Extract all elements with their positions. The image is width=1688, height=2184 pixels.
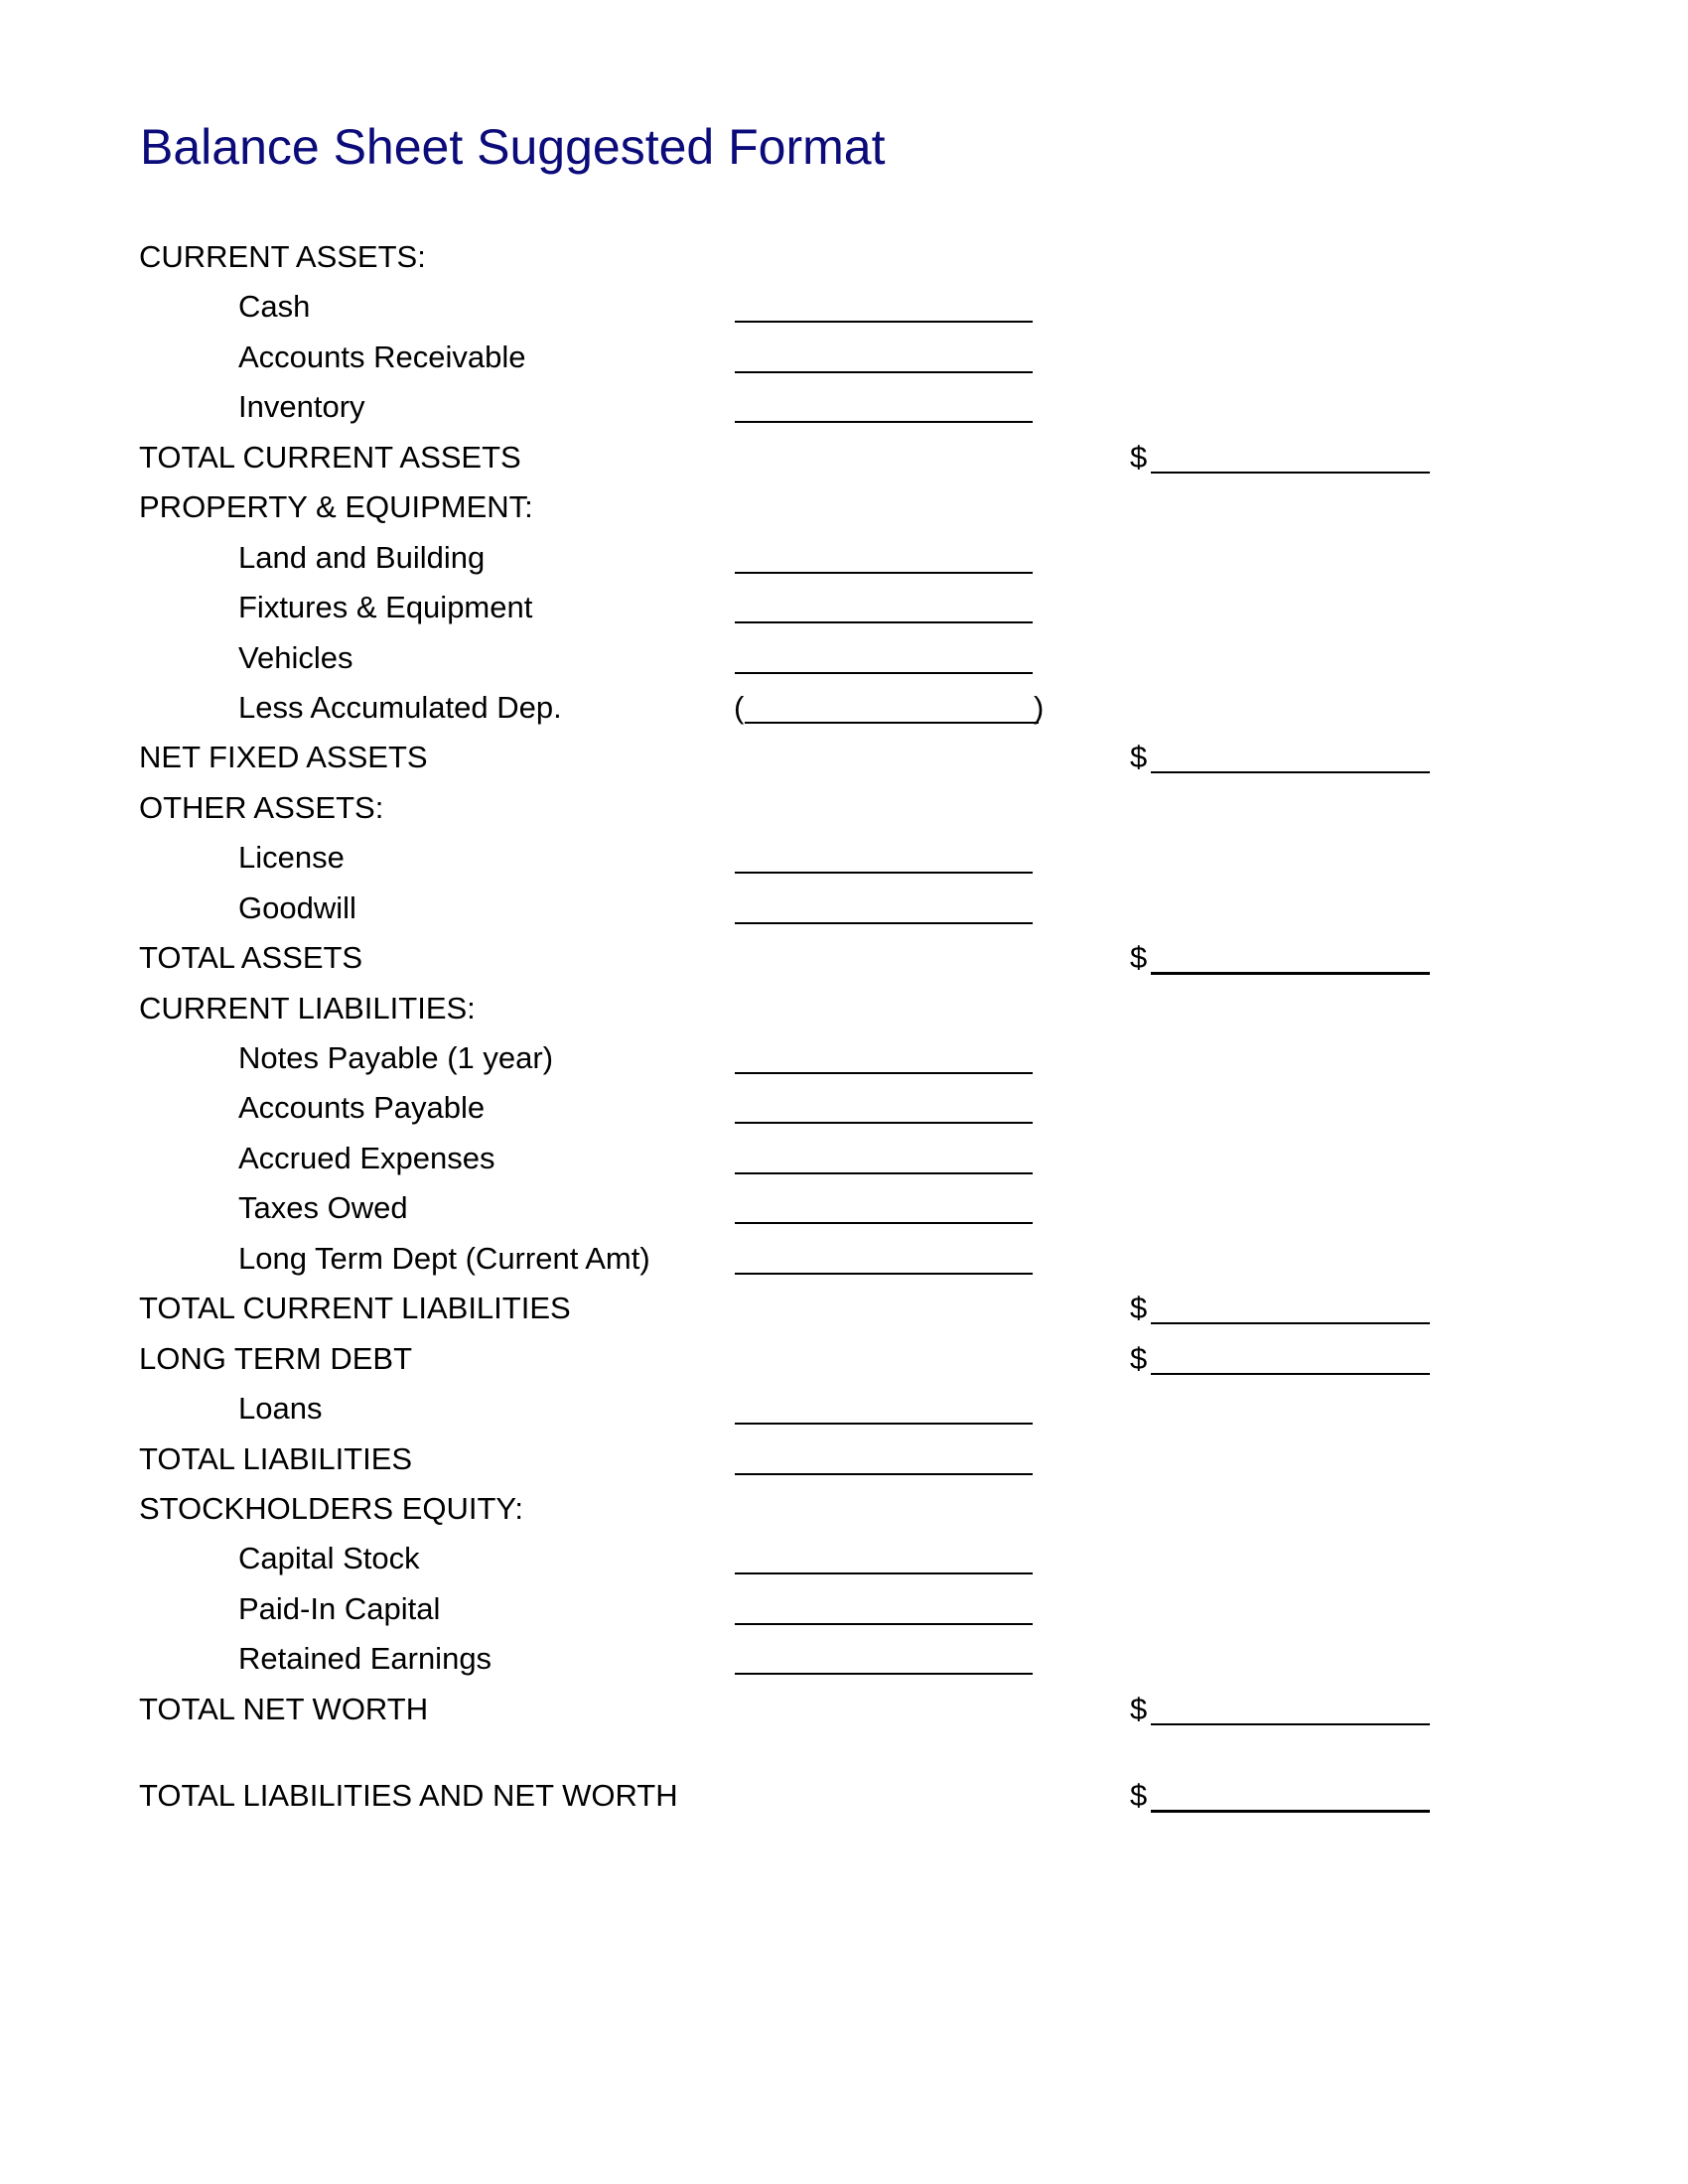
row-label: Land and Building: [238, 539, 486, 575]
row-label: NET FIXED ASSETS: [139, 740, 428, 775]
amount-blank[interactable]: [735, 1423, 1033, 1425]
row-label: TOTAL NET WORTH: [139, 1691, 429, 1726]
row-label: LONG TERM DEBT: [139, 1340, 413, 1376]
dollar-sign: $: [1130, 439, 1148, 475]
total-liabilities: [0, 1434, 1688, 1484]
row-label: Long Term Dept (Current Amt): [238, 1240, 650, 1276]
close-parenthesis: ): [1034, 689, 1045, 725]
row-label: Goodwill: [238, 889, 356, 925]
total-current-assets: [0, 433, 1688, 482]
dollar-sign: $: [1130, 1291, 1148, 1326]
open-parenthesis: (: [734, 689, 745, 725]
total-amount-blank[interactable]: [1151, 1322, 1430, 1324]
amount-blank[interactable]: [735, 621, 1033, 623]
amount-blank[interactable]: [745, 722, 1039, 724]
amount-blank[interactable]: [735, 1673, 1033, 1675]
row-label: Taxes Owed: [238, 1190, 408, 1226]
line-item-vehicles: [0, 633, 1688, 683]
amount-blank[interactable]: [735, 1473, 1033, 1475]
row-label: Loans: [238, 1391, 323, 1427]
dollar-sign: $: [1130, 940, 1148, 976]
row-label: TOTAL CURRENT LIABILITIES: [139, 1291, 571, 1326]
row-label: TOTAL LIABILITIES: [139, 1440, 413, 1476]
line-item-goodwill: [0, 884, 1688, 933]
section-header-current-liabilities: [0, 984, 1688, 1033]
amount-blank[interactable]: [735, 572, 1033, 574]
line-item-land-building: [0, 533, 1688, 583]
row-label: CURRENT LIABILITIES:: [139, 990, 476, 1025]
amount-blank[interactable]: [735, 371, 1033, 373]
line-item-accumulated-depreciation: [0, 683, 1688, 733]
amount-blank[interactable]: [735, 1072, 1033, 1074]
row-label: Retained Earnings: [238, 1641, 492, 1677]
row-label: Vehicles: [238, 639, 353, 675]
page-title: Balance Sheet Suggested Format: [140, 119, 886, 175]
row-label: Accounts Payable: [238, 1090, 486, 1126]
line-item-cash: [0, 282, 1688, 332]
amount-blank[interactable]: [735, 321, 1033, 323]
total-amount-blank[interactable]: [1151, 1373, 1430, 1375]
total-assets: [0, 933, 1688, 983]
row-label: TOTAL CURRENT ASSETS: [139, 439, 521, 475]
line-item-taxes-owed: [0, 1183, 1688, 1233]
amount-blank[interactable]: [735, 1572, 1033, 1574]
total-amount-blank[interactable]: [1151, 972, 1430, 975]
line-item-fixtures-equipment: [0, 583, 1688, 632]
row-label: CURRENT ASSETS:: [139, 239, 426, 274]
row-label: Inventory: [238, 389, 365, 425]
row-label: Less Accumulated Dep.: [238, 689, 562, 725]
total-long-term-debt: [0, 1334, 1688, 1384]
total-amount-blank[interactable]: [1151, 472, 1430, 474]
line-item-loans: [0, 1384, 1688, 1433]
balance-sheet-form: [0, 232, 1688, 1822]
total-net-fixed-assets: [0, 733, 1688, 782]
line-item-retained-earnings: [0, 1634, 1688, 1684]
dollar-sign: $: [1130, 1778, 1148, 1814]
line-item-notes-payable: [0, 1033, 1688, 1083]
row-label: TOTAL ASSETS: [139, 940, 363, 976]
line-item-license: [0, 833, 1688, 883]
line-item-capital-stock: [0, 1534, 1688, 1583]
section-header-other-assets: [0, 783, 1688, 833]
line-item-accounts-receivable: [0, 333, 1688, 382]
row-label: Fixtures & Equipment: [238, 590, 533, 625]
section-header-property-equipment: [0, 482, 1688, 532]
line-item-inventory: [0, 382, 1688, 432]
total-amount-blank[interactable]: [1151, 1810, 1430, 1813]
row-label: Accrued Expenses: [238, 1140, 495, 1175]
total-amount-blank[interactable]: [1151, 1723, 1430, 1725]
amount-blank[interactable]: [735, 872, 1033, 874]
amount-blank[interactable]: [735, 421, 1033, 423]
line-item-paid-in-capital: [0, 1584, 1688, 1634]
row-label: Notes Payable (1 year): [238, 1040, 554, 1075]
line-item-accounts-payable: [0, 1083, 1688, 1133]
amount-blank[interactable]: [735, 1273, 1033, 1275]
amount-blank[interactable]: [735, 1222, 1033, 1224]
row-label: Paid-In Capital: [238, 1590, 441, 1626]
row-label: PROPERTY & EQUIPMENT:: [139, 489, 533, 525]
total-liabilities-and-net-worth: [0, 1771, 1688, 1821]
dollar-sign: $: [1130, 740, 1148, 775]
row-label: STOCKHOLDERS EQUITY:: [139, 1490, 524, 1526]
row-label: Cash: [238, 289, 311, 325]
amount-blank[interactable]: [735, 1172, 1033, 1174]
row-label: TOTAL LIABILITIES AND NET WORTH: [139, 1778, 678, 1814]
amount-blank[interactable]: [735, 1122, 1033, 1124]
amount-blank[interactable]: [735, 1623, 1033, 1625]
line-item-accrued-expenses: [0, 1134, 1688, 1183]
row-label: Accounts Receivable: [238, 339, 526, 374]
section-header-current-assets: [0, 232, 1688, 282]
dollar-sign: $: [1130, 1340, 1148, 1376]
amount-blank[interactable]: [735, 922, 1033, 924]
line-item-long-term-debt-current: [0, 1234, 1688, 1284]
dollar-sign: $: [1130, 1691, 1148, 1726]
total-current-liabilities: [0, 1284, 1688, 1333]
row-label: OTHER ASSETS:: [139, 789, 384, 825]
row-label: License: [238, 840, 345, 876]
amount-blank[interactable]: [735, 672, 1033, 674]
row-label: Capital Stock: [238, 1541, 420, 1576]
section-header-stockholders-equity: [0, 1484, 1688, 1534]
total-amount-blank[interactable]: [1151, 771, 1430, 773]
total-net-worth: [0, 1685, 1688, 1734]
